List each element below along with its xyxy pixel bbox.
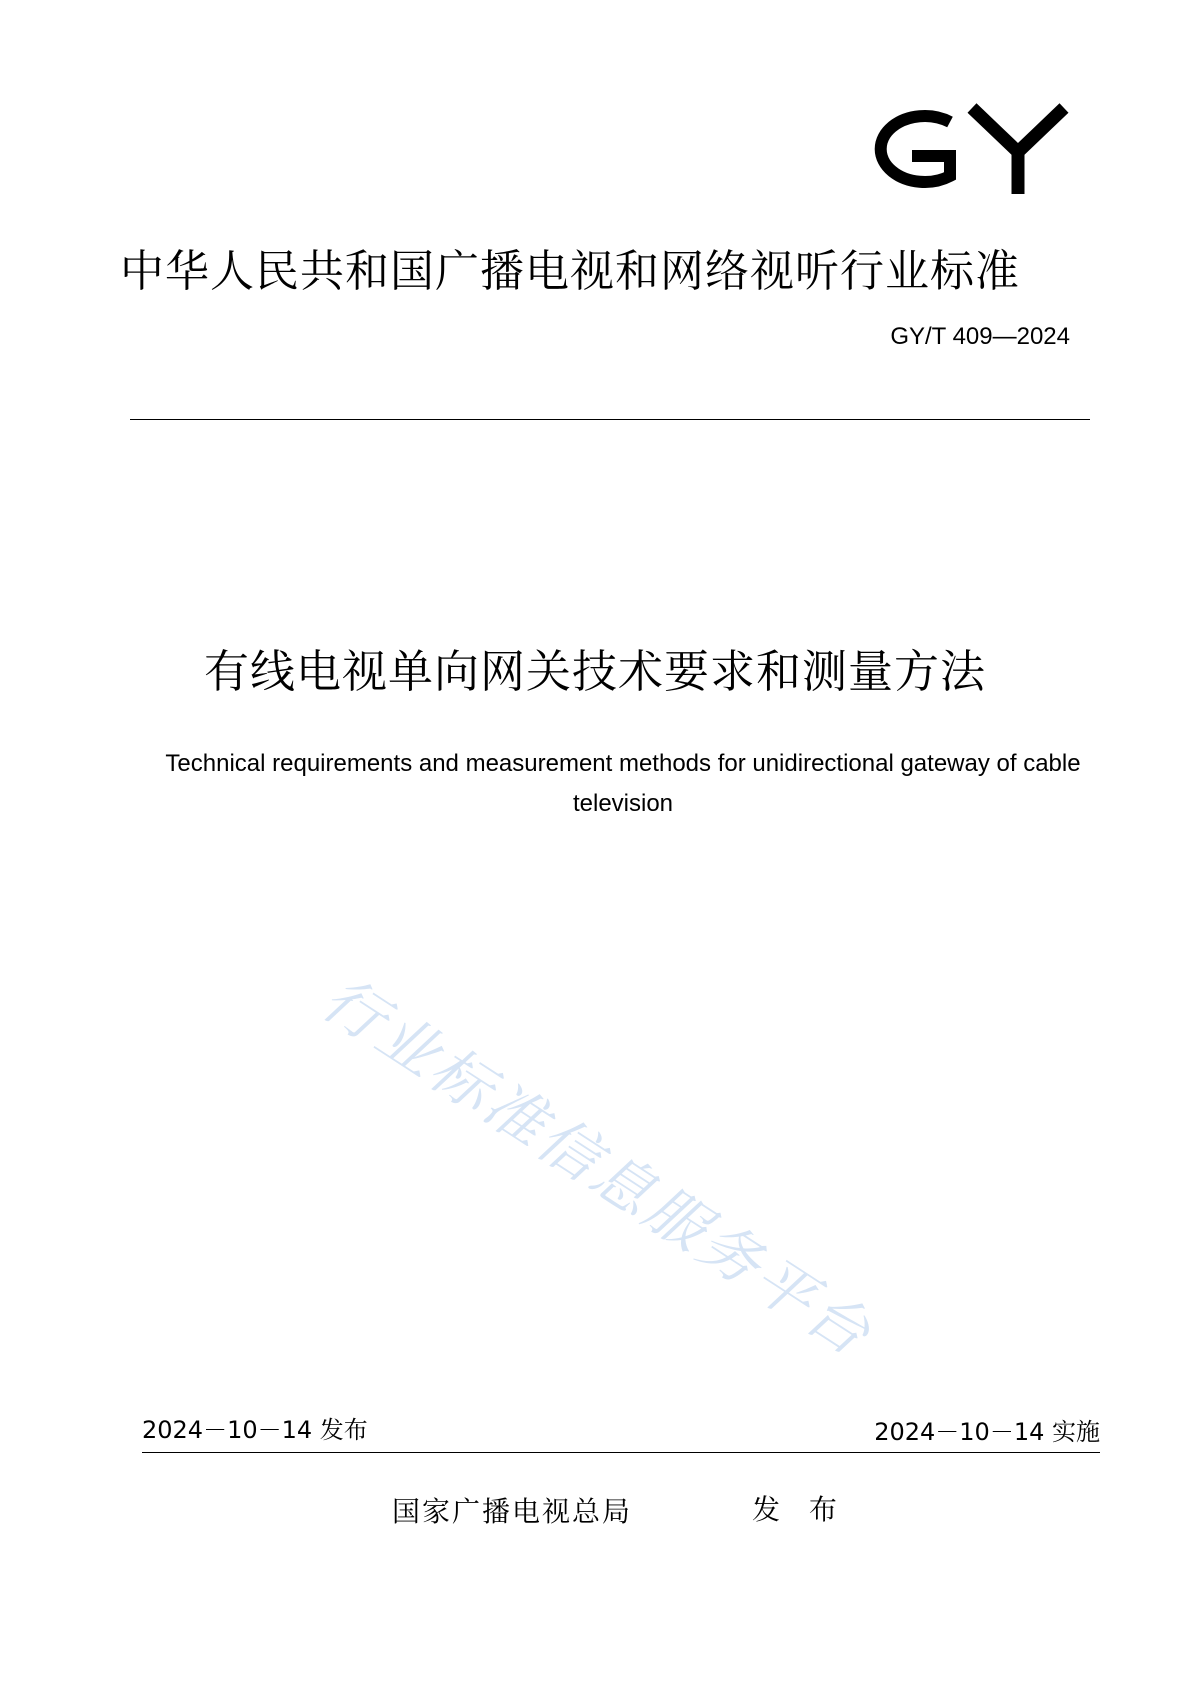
gy-logo-mark	[838, 96, 1070, 206]
logo-letter-y	[972, 108, 1064, 194]
gy-logo	[838, 96, 1070, 206]
document-title-english: Technical requirements and measurement methods for unidirectional gateway of cable television	[165, 750, 1081, 817]
publish-date: 2024－10－14 发布	[142, 1416, 368, 1444]
issuing-authority: 国家广播电视总局	[392, 1495, 633, 1528]
industry-standard-title: 中华人民共和国广播电视和网络视听行业标准	[120, 246, 1020, 297]
standard-number: GY/T 409—2024	[890, 323, 1070, 350]
footer-divider	[142, 1452, 1100, 1453]
logo-letter-g	[881, 116, 950, 182]
watermark-text: 行业标准信息服务平台	[309, 963, 885, 1372]
header-divider	[130, 419, 1090, 420]
issue-label: 发 布	[752, 1493, 847, 1526]
document-title-chinese: 有线电视单向网关技术要求和测量方法	[203, 645, 986, 698]
implement-date: 2024－10－14 实施	[874, 1418, 1100, 1446]
